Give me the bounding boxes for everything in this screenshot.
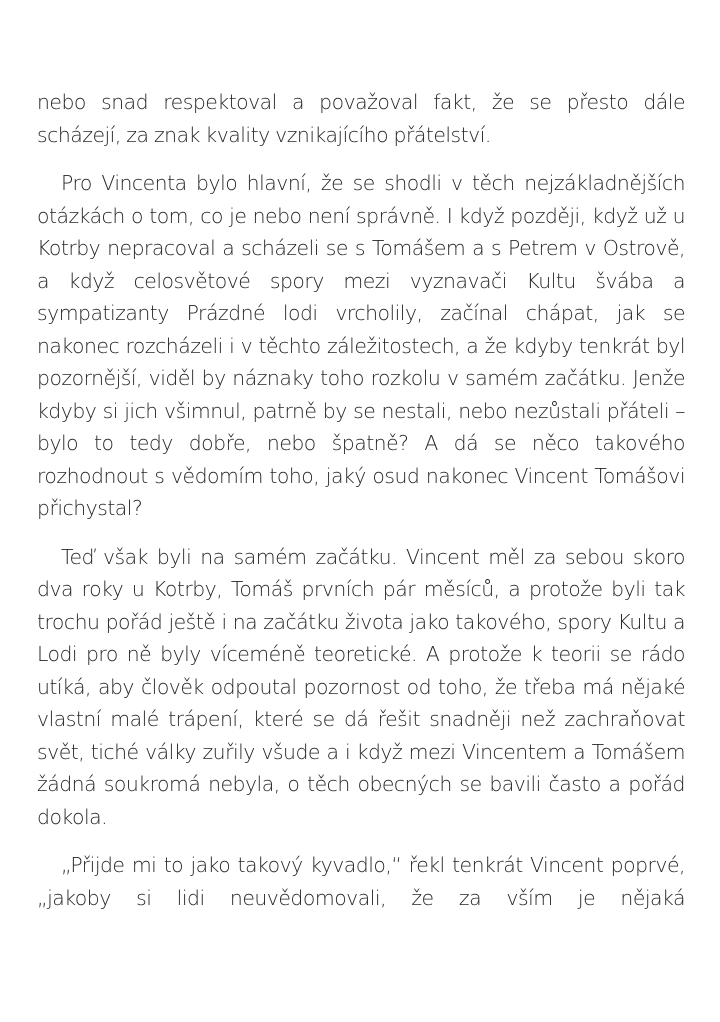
paragraph-2: Pro Vincenta bylo hlavní, že se shodli v těch nejzákladnějších otázkách o tom, co je nebo není správně. I když později, když už u Kotrby nepracoval a scházeli se s Tomášem a s Petrem v Ostrově, a když celosvětové spory mezi vyznavači Kultu švába a sympatizanty Prázdné lodi vrcholily, začínal chápat, jak se nakonec rozcházeli i v těchto záležitostech, a že kdyby tenkrát byl pozornější, viděl by náznaky toho rozkolu v samém začátku. Jenže kdyby si jich všimnul, patrně by se nestali, nebo nezůstali přáteli – bylo to tedy dobře, nebo špatně? A dá se něco takového rozhodnout s vědomím toho, jaký osud nakonec Vincent Tomášovi přichystal? [37,171,685,520]
book-page [37,86,685,914]
paragraph-3: Teď však byli na samém začátku. Vincent měl za sebou skoro dva roky u Kotrby, Tomáš prvních pár měsíců, a protože byli tak trochu pořád ještě i na začátku života jako takového, spory Kultu a Lodi pro ně byly víceméně teoretické. A protože k teorii se rádo utíká, aby člověk odpoutal pozornost od toho, že třeba má nějaké vlastní malé trápení, které se dá řešit snadněji než zachraňovat svět, tiché války zuřily všude a i když mezi Vincentem a Tomášem žádná soukromá nebyla, o těch obecných se bavili často a pořád dokola. [37,544,685,829]
paragraph-1: nebo snad respektoval a považoval fakt, že se přesto dále scházejí, za znak kvality vznikajícího přátelství. [37,90,685,147]
paragraph-4: „Přijde mi to jako takový kyvadlo,“ řekl tenkrát Vincent poprvé, „jakoby si lidi neuvědomovali, že za vším je nějaká [37,853,685,910]
